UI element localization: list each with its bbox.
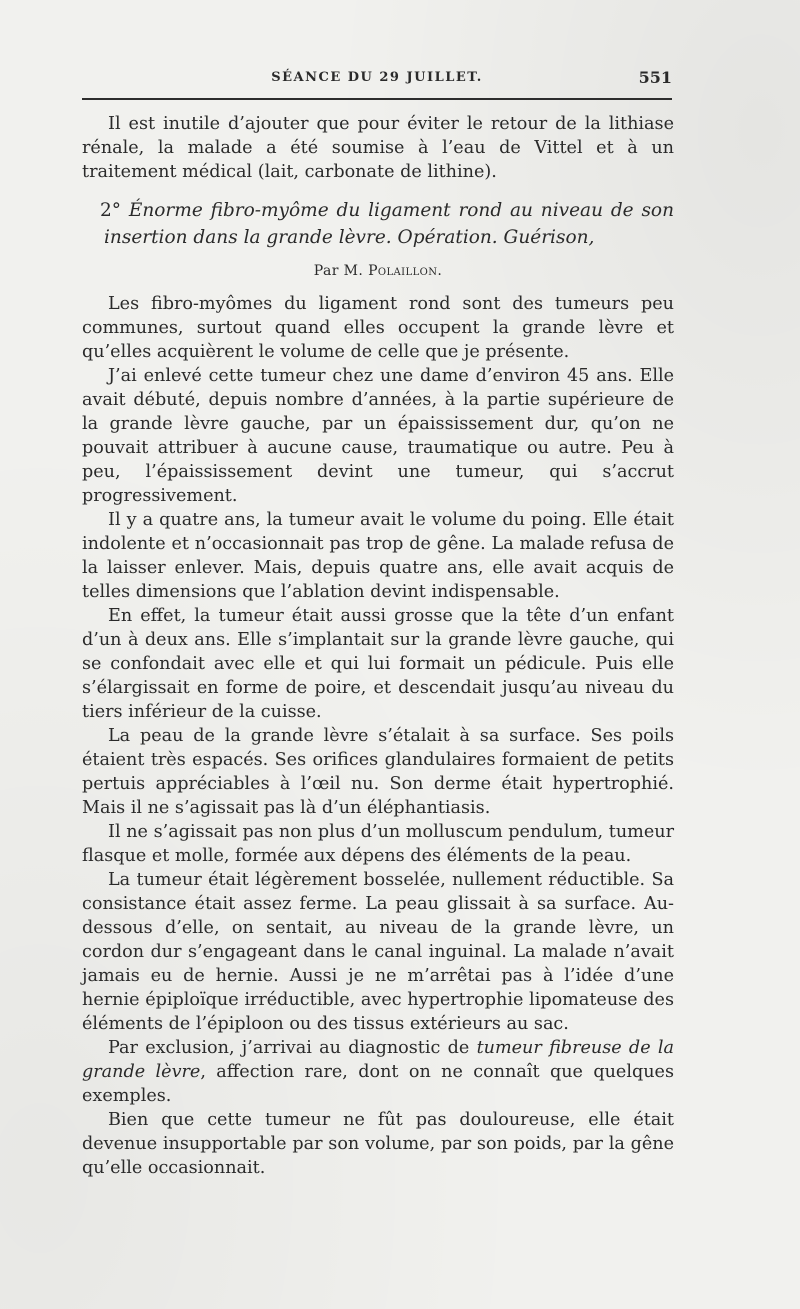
paragraph-5: La peau de la grande lèvre s’étalait à sa surface. Ses poils étaient très espacés. Ses orifices glandulaires formaient de petits pertuis appréciables à l’œil nu. Son derme était hypertrophié. Mais il ne s’agissait pas là d’un éléphantiasis. [82,726,674,818]
paragraph-4: En effet, la tumeur était aussi grosse que la tête d’un enfant d’un à deux ans. Elle s’implantait sur la grande lèvre gauche, qui se confondait avec elle et qui lui formait un pédicule. Puis elle s’élargissait en forme de poire, et descendait jusqu’au niveau du tiers inférieur de la cuisse. [82,606,674,722]
exclusion-after: , affection rare, dont on ne connaît que quelques exemples. [82,1062,674,1106]
paragraph-1: Les fibro-myômes du ligament rond sont des tumeurs peu communes, surtout quand elles occupent la grande lèvre et qu’elles acquièrent le volume de celle que je présente. [82,294,674,362]
article-title-text: Énorme fibro-myôme du ligament rond au niveau de son insertion dans la grande lèvre. Opération. Guérison, [104,200,674,248]
paragraph-3: Il y a quatre ans, la tumeur avait le volume du poing. Elle était indolente et n’occasionnait pas trop de gêne. La malade refusa de la laisser enlever. Mais, depuis quatre ans, elle avait acquis de telles dimensions que l’ablation devint indispensable. [82,510,674,602]
exclusion-before: Par exclusion, j’arrivai au diagnostic de [108,1038,477,1058]
header-rule [82,98,672,100]
running-title: SÉANCE DU 29 JUILLET. [271,70,483,85]
final-paragraph: Bien que cette tumeur ne fût pas douloureuse, elle était devenue insupportable par son volume, par son poids, par la gêne qu’elle occasionnait. [82,1110,674,1178]
article-title [82,197,674,251]
paragraph-7: La tumeur était légèrement bosselée, nullement réductible. Sa consistance était assez ferme. La peau glissait à sa surface. Au-dessous d’elle, on sentait, au niveau de la grande lèvre, un cordon dur s’engageant dans le canal inguinal. La malade n’avait jamais eu de hernie. Aussi je ne m’arrêtai pas à l’idée d’une hernie épiploïque irréductible, avec hypertrophie lipomateuse des éléments de l’épiploon ou des tissus extérieurs au sac. [82,870,674,1034]
paragraph-2: J’ai enlevé cette tumeur chez une dame d’environ 45 ans. Elle avait débuté, depuis nombre d’années, à la partie supérieure de la grande lèvre gauche, par un épaississement dur, qu’on ne pouvait attribuer à aucune cause, traumatique ou autre. Peu à peu, l’épaississement devint une tumeur, qui s’accrut progressivement. [82,366,674,506]
author-name: Polaillon. [368,263,443,279]
intro-paragraph: Il est inutile d’ajouter que pour éviter le retour de la lithiase rénale, la malade a été soumise à l’eau de Vittel et à un traitement médical (lait, carbonate de lithine). [82,114,674,182]
page-number: 551 [638,68,672,87]
article-number: 2° [100,200,122,221]
author-prefix: Par M. [313,263,364,279]
exclusion-paragraph [82,1036,674,1108]
page-header [82,66,672,88]
diagnosis-emphasis: tumeur fibreuse de la grande lèvre [82,1038,674,1082]
page-body [82,112,674,1180]
paragraph-6: Il ne s’agissait pas non plus d’un molluscum pendulum, tumeur flasque et molle, formée aux dépens des éléments de la peau. [82,822,674,866]
article-author [82,260,674,282]
